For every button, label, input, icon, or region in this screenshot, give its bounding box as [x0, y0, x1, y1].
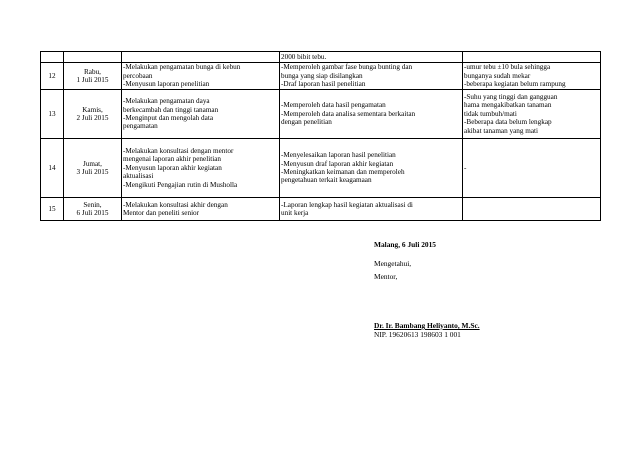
cell-results	[280, 139, 463, 198]
table-row	[41, 63, 601, 90]
cell-no: 12	[41, 63, 64, 90]
cell-line: -Melakukan konsultasi akhir dengan	[123, 200, 228, 209]
cell-notes	[463, 198, 601, 221]
spacer	[374, 249, 594, 259]
cell-line: -beberapa kegiatan belum rampung	[464, 80, 566, 89]
cell-line: dengan penelitian	[281, 118, 332, 127]
cell-line: -Memperoleh data analisa sementara berkaitan	[281, 109, 416, 118]
cell-line: -Menginput dan mengolah data	[123, 114, 214, 122]
cell-activities	[122, 52, 280, 63]
cell-line: percobaan	[123, 71, 153, 80]
cell-line: -Memperoleh gambar fase bunga bunting dan	[281, 63, 413, 72]
signature-space	[374, 281, 594, 321]
cell-notes	[463, 90, 601, 139]
cell-line: mengenai laporan akhir penelitian	[123, 155, 221, 164]
cell-line: Jumat,	[83, 159, 102, 168]
cell-line: bunganya sudah mekar	[464, 71, 531, 80]
cell-results	[280, 52, 463, 63]
cell-activities	[122, 90, 280, 139]
cell-results	[280, 63, 463, 90]
cell-line: -Beberapa data belum lengkap	[464, 118, 552, 127]
cell-no: 15	[41, 198, 64, 221]
cell-line: -Mengikuti Pengajian rutin di Musholla	[123, 180, 238, 189]
cell-line: pengamatan	[123, 122, 158, 131]
cell-no	[41, 52, 64, 63]
cell-results	[280, 198, 463, 221]
table-row	[41, 90, 601, 139]
cell-no: 13	[41, 90, 64, 139]
cell-notes	[463, 52, 601, 63]
cell-results	[280, 90, 463, 139]
table-row	[41, 198, 601, 221]
cell-line: -Memperoleh data hasil pengamatan	[281, 101, 386, 110]
mentor-role: Mentor,	[374, 272, 398, 281]
cell-line: -Suhu yang tinggi dan gangguan	[464, 92, 558, 101]
cell-line: Senin,	[83, 200, 102, 209]
cell-line: unit kerja	[281, 209, 309, 217]
acknowledged-label: Mengetahui,	[374, 259, 412, 268]
cell-line: berkecambah dan tinggi tanaman	[123, 105, 219, 114]
cell-line: 3 Juli 2015	[76, 168, 109, 176]
cell-line: -Melakukan pengamatan bunga di kebun	[123, 63, 241, 72]
mentor-name: Dr. Ir. Bambang Heliyanto, M.Sc.	[374, 321, 480, 330]
cell-line: Kamis,	[82, 105, 103, 114]
cell-line: akibat tanaman yang mati	[464, 126, 539, 135]
cell-line: -Menyusun laporan penelitian	[123, 80, 210, 89]
cell-notes	[463, 139, 601, 198]
cell-line: -umur tebu ±10 bula sehingga	[464, 63, 551, 72]
cell-line: 2000 bibit tebu.	[281, 52, 327, 61]
cell-line: Rabu,	[84, 67, 101, 76]
signature-block	[374, 240, 594, 339]
cell-line: aktualisasi	[123, 172, 154, 181]
cell-day	[64, 52, 122, 63]
cell-line: -Melakukan pengamatan daya	[123, 97, 210, 106]
cell-line: -Laporan lengkap hasil kegiatan aktualisasi di	[281, 200, 413, 209]
cell-line: tidak tumbuh/mati	[464, 109, 517, 118]
cell-day	[64, 139, 122, 198]
cell-line: -	[464, 163, 467, 172]
table-row	[41, 139, 601, 198]
place-date: Malang, 6 Juli 2015	[374, 240, 437, 249]
cell-activities	[122, 198, 280, 221]
cell-line: -Menyusun draf laporan akhir kegiatan	[281, 159, 394, 168]
cell-no: 14	[41, 139, 64, 198]
cell-day	[64, 63, 122, 90]
cell-activities	[122, 63, 280, 90]
cell-line: Mentor dan peneliti senior	[123, 209, 200, 217]
activity-log-body	[41, 52, 601, 221]
cell-day	[64, 198, 122, 221]
cell-line: -Meningkatkan keimanan dan memperoleh	[281, 168, 405, 176]
mentor-nip: NIP. 19620613 198603 1 001	[374, 330, 461, 339]
cell-day	[64, 90, 122, 139]
cell-line: 2 Juli 2015	[76, 114, 109, 122]
cell-line: 6 Juli 2015	[76, 209, 109, 217]
cell-line: bunga yang siap disilangkan	[281, 71, 363, 80]
cell-activities	[122, 139, 280, 198]
cell-line: -Draf laporan hasil penelitian	[281, 80, 366, 89]
cell-notes	[463, 63, 601, 90]
cell-line: hama mengakibatkan tanaman	[464, 101, 552, 110]
cell-line: 1 Juli 2015	[76, 76, 109, 84]
activity-log-table	[40, 51, 601, 221]
cell-line: -Menyusun laporan akhir kegiatan	[123, 163, 222, 172]
cell-line: -Melakukan konsultasi dengan mentor	[123, 146, 234, 155]
cell-line: -Menyelesaikan laporan hasil penelitian	[281, 151, 396, 160]
table-row	[41, 52, 601, 63]
cell-line: pengetahuan terkait keagamaan	[281, 176, 372, 185]
